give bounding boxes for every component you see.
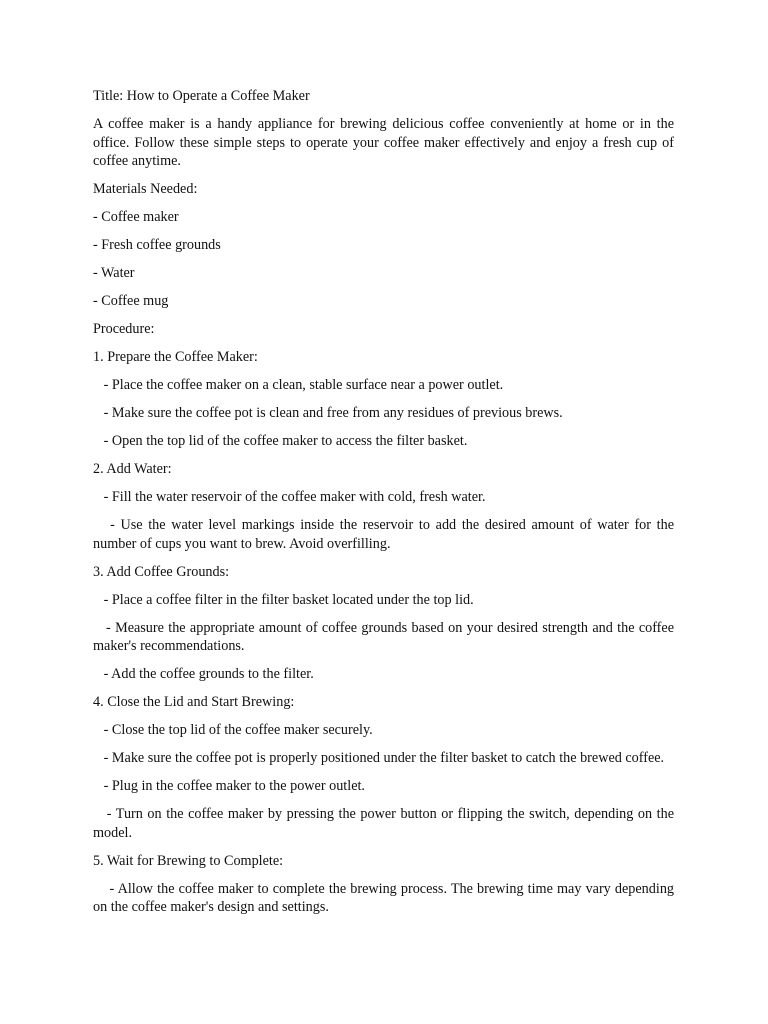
material-item: - Fresh coffee grounds [93, 237, 221, 253]
step-heading: 1. Prepare the Coffee Maker: [93, 349, 258, 365]
step-heading: 4. Close the Lid and Start Brewing: [93, 694, 295, 710]
step-item: - Make sure the coffee pot is clean and free from any residues of previous brews. [93, 405, 563, 421]
step-heading: 2. Add Water: [93, 461, 172, 477]
document-title: Title: How to Operate a Coffee Maker [93, 88, 310, 104]
step-item: - Close the top lid of the coffee maker securely. [93, 722, 373, 738]
step-heading: 3. Add Coffee Grounds: [93, 563, 230, 580]
step-item: - Add the coffee grounds to the filter. [93, 666, 314, 682]
intro-paragraph: A coffee maker is a handy appliance for brewing delicious coffee conveniently at home or in the office. Follow these simple steps to operate your coffee maker effectively and enjoy a fresh cup of coffee anytime. [93, 116, 678, 169]
step-item: - Place the coffee maker on a clean, stable surface near a power outlet. [93, 377, 504, 393]
step-item: - Measure the appropriate amount of coffee grounds based on your desired strength and the coffee maker's recommendations. [93, 619, 678, 654]
material-item: - Coffee mug [93, 293, 169, 309]
step-item: - Use the water level markings inside the reservoir to add the desired amount of water for the number of cups you want to brew. Avoid overfilling. [93, 517, 678, 552]
document-page [93, 87, 678, 926]
procedure-heading: Procedure: [93, 321, 155, 337]
step-item: - Plug in the coffee maker to the power outlet. [93, 778, 365, 794]
step-item: - Turn on the coffee maker by pressing the power button or flipping the switch, depending on the model. [93, 806, 678, 841]
materials-heading: Materials Needed: [93, 181, 198, 197]
step-item: - Make sure the coffee pot is properly positioned under the filter basket to catch the brewed coffee. [93, 750, 665, 766]
step-item: - Fill the water reservoir of the coffee maker with cold, fresh water. [93, 489, 486, 505]
step-item: - Open the top lid of the coffee maker to access the filter basket. [93, 433, 468, 449]
step-item: - Allow the coffee maker to complete the brewing process. The brewing time may vary depending on the coffee maker's design and settings. [93, 880, 678, 915]
step-item: - Place a coffee filter in the filter basket located under the top lid. [93, 591, 474, 608]
material-item: - Water [93, 265, 135, 281]
step-heading: 5. Wait for Brewing to Complete: [93, 852, 284, 869]
material-item: - Coffee maker [93, 209, 179, 225]
